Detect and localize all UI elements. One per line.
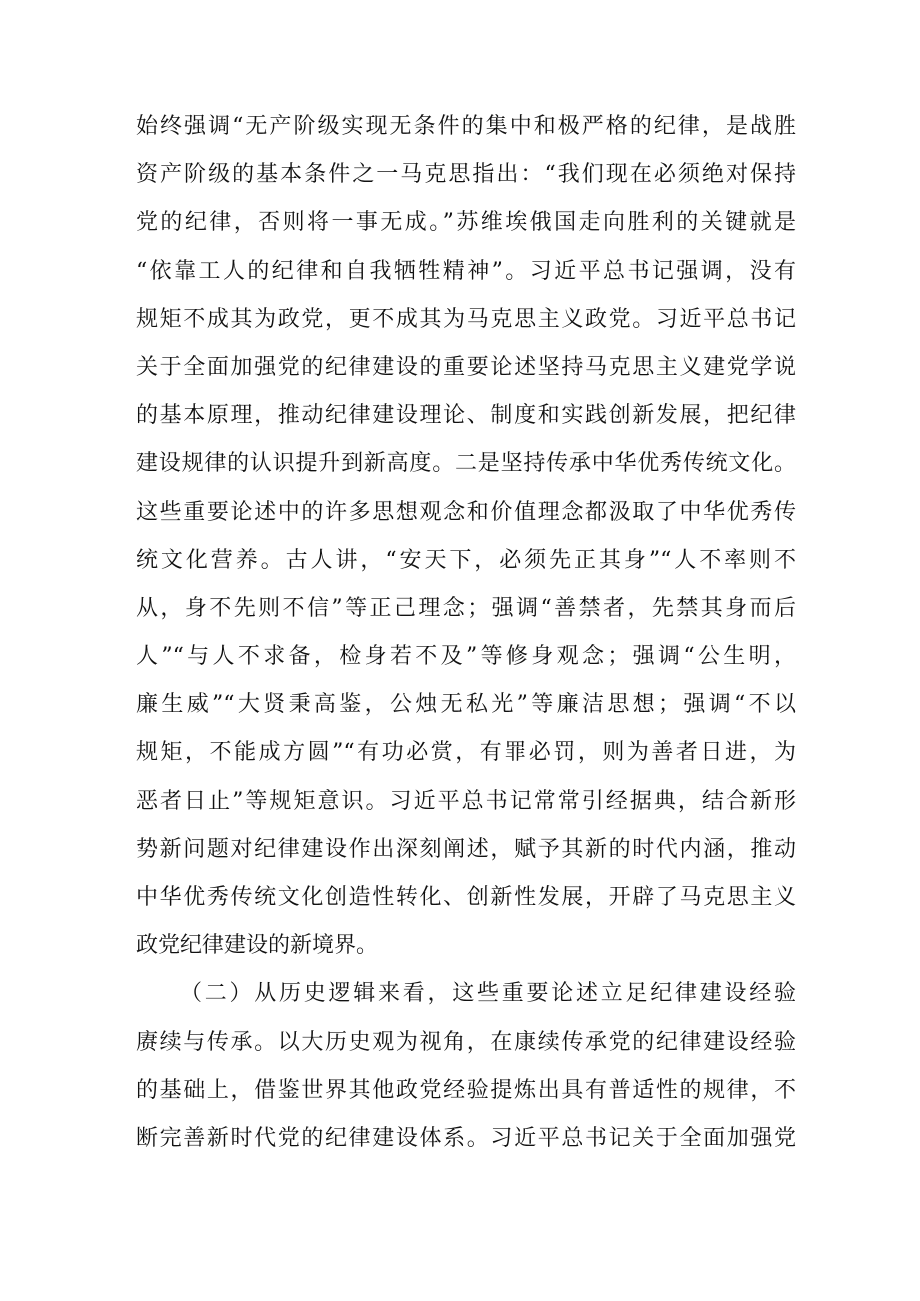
text-line: 中华优秀传统文化创造性转化、创新性发展，开辟了马克思主义 (136, 885, 796, 910)
text-line: 始终强调“无产阶级实现无条件的集中和极严格的纪律，是战胜 (136, 114, 796, 139)
text-line: 廉生威”“大贤秉高鉴，公烛无私光”等廉洁思想；强调“不以 (136, 692, 796, 718)
text-line: 政党纪律建设的新境界。 (136, 933, 379, 959)
text-line: 势新问题对纪律建设作出深刻阐述，赋予其新的时代内涵，推动 (136, 836, 796, 862)
text-line: 资产阶级的基本条件之一马克思指出：“我们现在必须绝对保持 (136, 162, 796, 188)
text-line: 这些重要论述中的许多思想观念和价值理念都汲取了中华优秀传 (136, 499, 796, 525)
text-line: 统文化营养。古人讲，“安天下，必须先正其身”“人不率则不 (136, 547, 796, 573)
section-heading-line: （二）从历史逻辑来看，这些重要论述立足纪律建设经验 (180, 981, 796, 1007)
text-line: 党的纪律，否则将一事无成。”苏维埃俄国走向胜利的关键就是 (136, 210, 796, 236)
text-line: 人”“与人不求备，检身若不及”等修身观念；强调“公生明， (136, 644, 796, 670)
text-line: 关于全面加强党的纪律建设的重要论述坚持马克思主义建党学说 (136, 354, 796, 380)
text-line: 规矩，不能成方圆”“有功必赏，有罪必罚，则为善者日进，为 (136, 740, 796, 766)
text-line: 的基础上，借鉴世界其他政党经验提炼出具有普适性的规律，不 (136, 1077, 796, 1103)
body-text (136, 103, 796, 1163)
text-line: 恶者日止”等规矩意识。习近平总书记常常引经据典，结合新形 (136, 788, 796, 814)
text-line: 的基本原理，推动纪律建设理论、制度和实践创新发展，把纪律 (136, 403, 796, 429)
text-line: 赓续与传承。以大历史观为视角，在康续传承党的纪律建设经验 (136, 1029, 796, 1055)
text-line: 断完善新时代党的纪律建设体系。习近平总书记关于全面加强党 (136, 1125, 796, 1151)
text-line: 从，身不先则不信”等正己理念；强调“善禁者，先禁其身而后 (136, 595, 796, 621)
text-line: 建设规律的认识提升到新高度。二是坚持传承中华优秀传统文化。 (136, 451, 796, 477)
text-line: 规矩不成其为政党，更不成其为马克思主义政党。习近平总书记 (136, 306, 796, 332)
text-line: “依靠工人的纪律和自我牺牲精神”。习近平总书记强调，没有 (136, 258, 796, 284)
